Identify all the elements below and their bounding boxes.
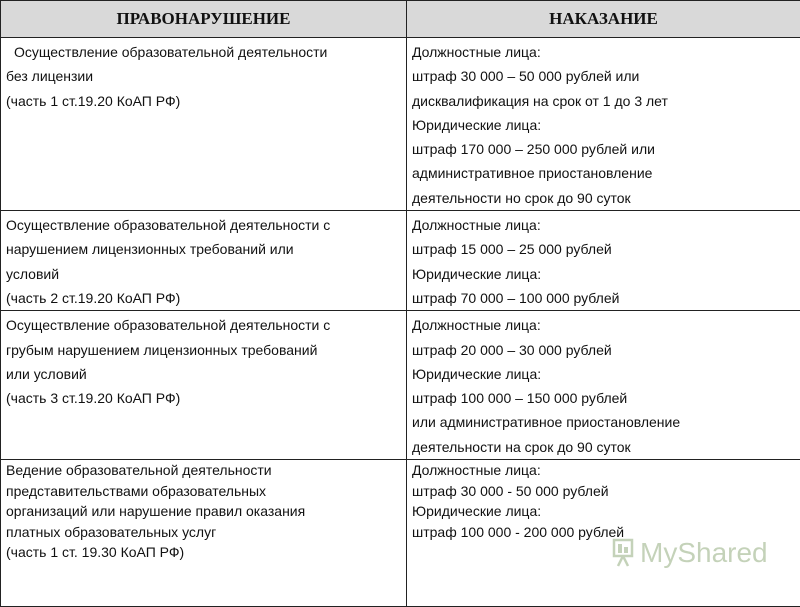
punishment-line: штраф 170 000 – 250 000 рублей или <box>412 137 796 161</box>
presentation-screen-icon <box>612 538 634 568</box>
offense-line: условий <box>6 262 402 286</box>
offense-line: без лицензии <box>6 64 402 88</box>
offense-line: Осуществление образовательной деятельности с <box>6 313 402 337</box>
punishment-line: штраф 30 000 - 50 000 рублей <box>412 481 796 502</box>
offense-line: Осуществление образовательной деятельности с <box>6 213 402 237</box>
offense-line: Осуществление образовательной деятельности <box>6 40 402 64</box>
offense-line: грубым нарушением лицензионных требований <box>6 338 402 362</box>
punishment-line: Должностные лица: <box>412 313 796 337</box>
punishment-line: Должностные лица: <box>412 40 796 64</box>
table-row <box>1 460 800 607</box>
punishment-line: Должностные лица: <box>412 460 796 481</box>
offense-line: платных образовательных услуг <box>6 522 402 543</box>
punishment-line: Юридические лица: <box>412 501 796 522</box>
punishment-line: штраф 30 000 – 50 000 рублей или <box>412 64 796 88</box>
punishment-cell <box>407 211 800 311</box>
punishment-line: Должностные лица: <box>412 213 796 237</box>
header-offense: ПРАВОНАРУШЕНИЕ <box>1 1 407 38</box>
punishment-cell <box>407 460 800 607</box>
offense-cell <box>1 460 407 607</box>
offense-line: (часть 2 ст.19.20 КоАП РФ) <box>6 286 402 310</box>
header-punishment: НАКАЗАНИЕ <box>407 1 800 38</box>
punishment-line: Юридические лица: <box>412 262 796 286</box>
punishment-line: Юридические лица: <box>412 113 796 137</box>
table-row <box>1 38 800 211</box>
offense-line: Ведение образовательной деятельности <box>6 460 402 481</box>
table-row <box>1 311 800 460</box>
table-row <box>1 211 800 311</box>
offense-cell <box>1 38 407 211</box>
punishment-line: деятельности на срок до 90 суток <box>412 435 796 459</box>
punishment-line: штраф 100 000 – 150 000 рублей <box>412 386 796 410</box>
punishment-line: Юридические лица: <box>412 362 796 386</box>
punishment-line: штраф 15 000 – 25 000 рублей <box>412 237 796 261</box>
punishment-line: штраф 100 000 - 200 000 рублей <box>412 522 796 543</box>
punishment-cell <box>407 311 800 460</box>
watermark-text: MyShared <box>640 537 768 569</box>
offense-line: организаций или нарушение правил оказания <box>6 501 402 522</box>
offense-line: (часть 1 ст.19.20 КоАП РФ) <box>6 89 402 113</box>
offense-line: (часть 1 ст. 19.30 КоАП РФ) <box>6 542 402 563</box>
punishment-line: деятельности но срок до 90 суток <box>412 186 796 210</box>
offense-line: (часть 3 ст.19.20 КоАП РФ) <box>6 386 402 410</box>
watermark-logo <box>612 537 768 569</box>
table-header-row <box>1 1 800 38</box>
punishment-line: административное приостановление <box>412 161 796 185</box>
punishment-cell <box>407 38 800 211</box>
offense-cell <box>1 211 407 311</box>
offense-line: или условий <box>6 362 402 386</box>
punishment-line: дисквалификация на срок от 1 до 3 лет <box>412 89 796 113</box>
offense-line: представительствами образовательных <box>6 481 402 502</box>
offense-line: нарушением лицензионных требований или <box>6 237 402 261</box>
punishment-line: штраф 20 000 – 30 000 рублей <box>412 338 796 362</box>
punishment-line: штраф 70 000 – 100 000 рублей <box>412 286 796 310</box>
punishment-line: или административное приостановление <box>412 410 796 434</box>
offense-cell <box>1 311 407 460</box>
